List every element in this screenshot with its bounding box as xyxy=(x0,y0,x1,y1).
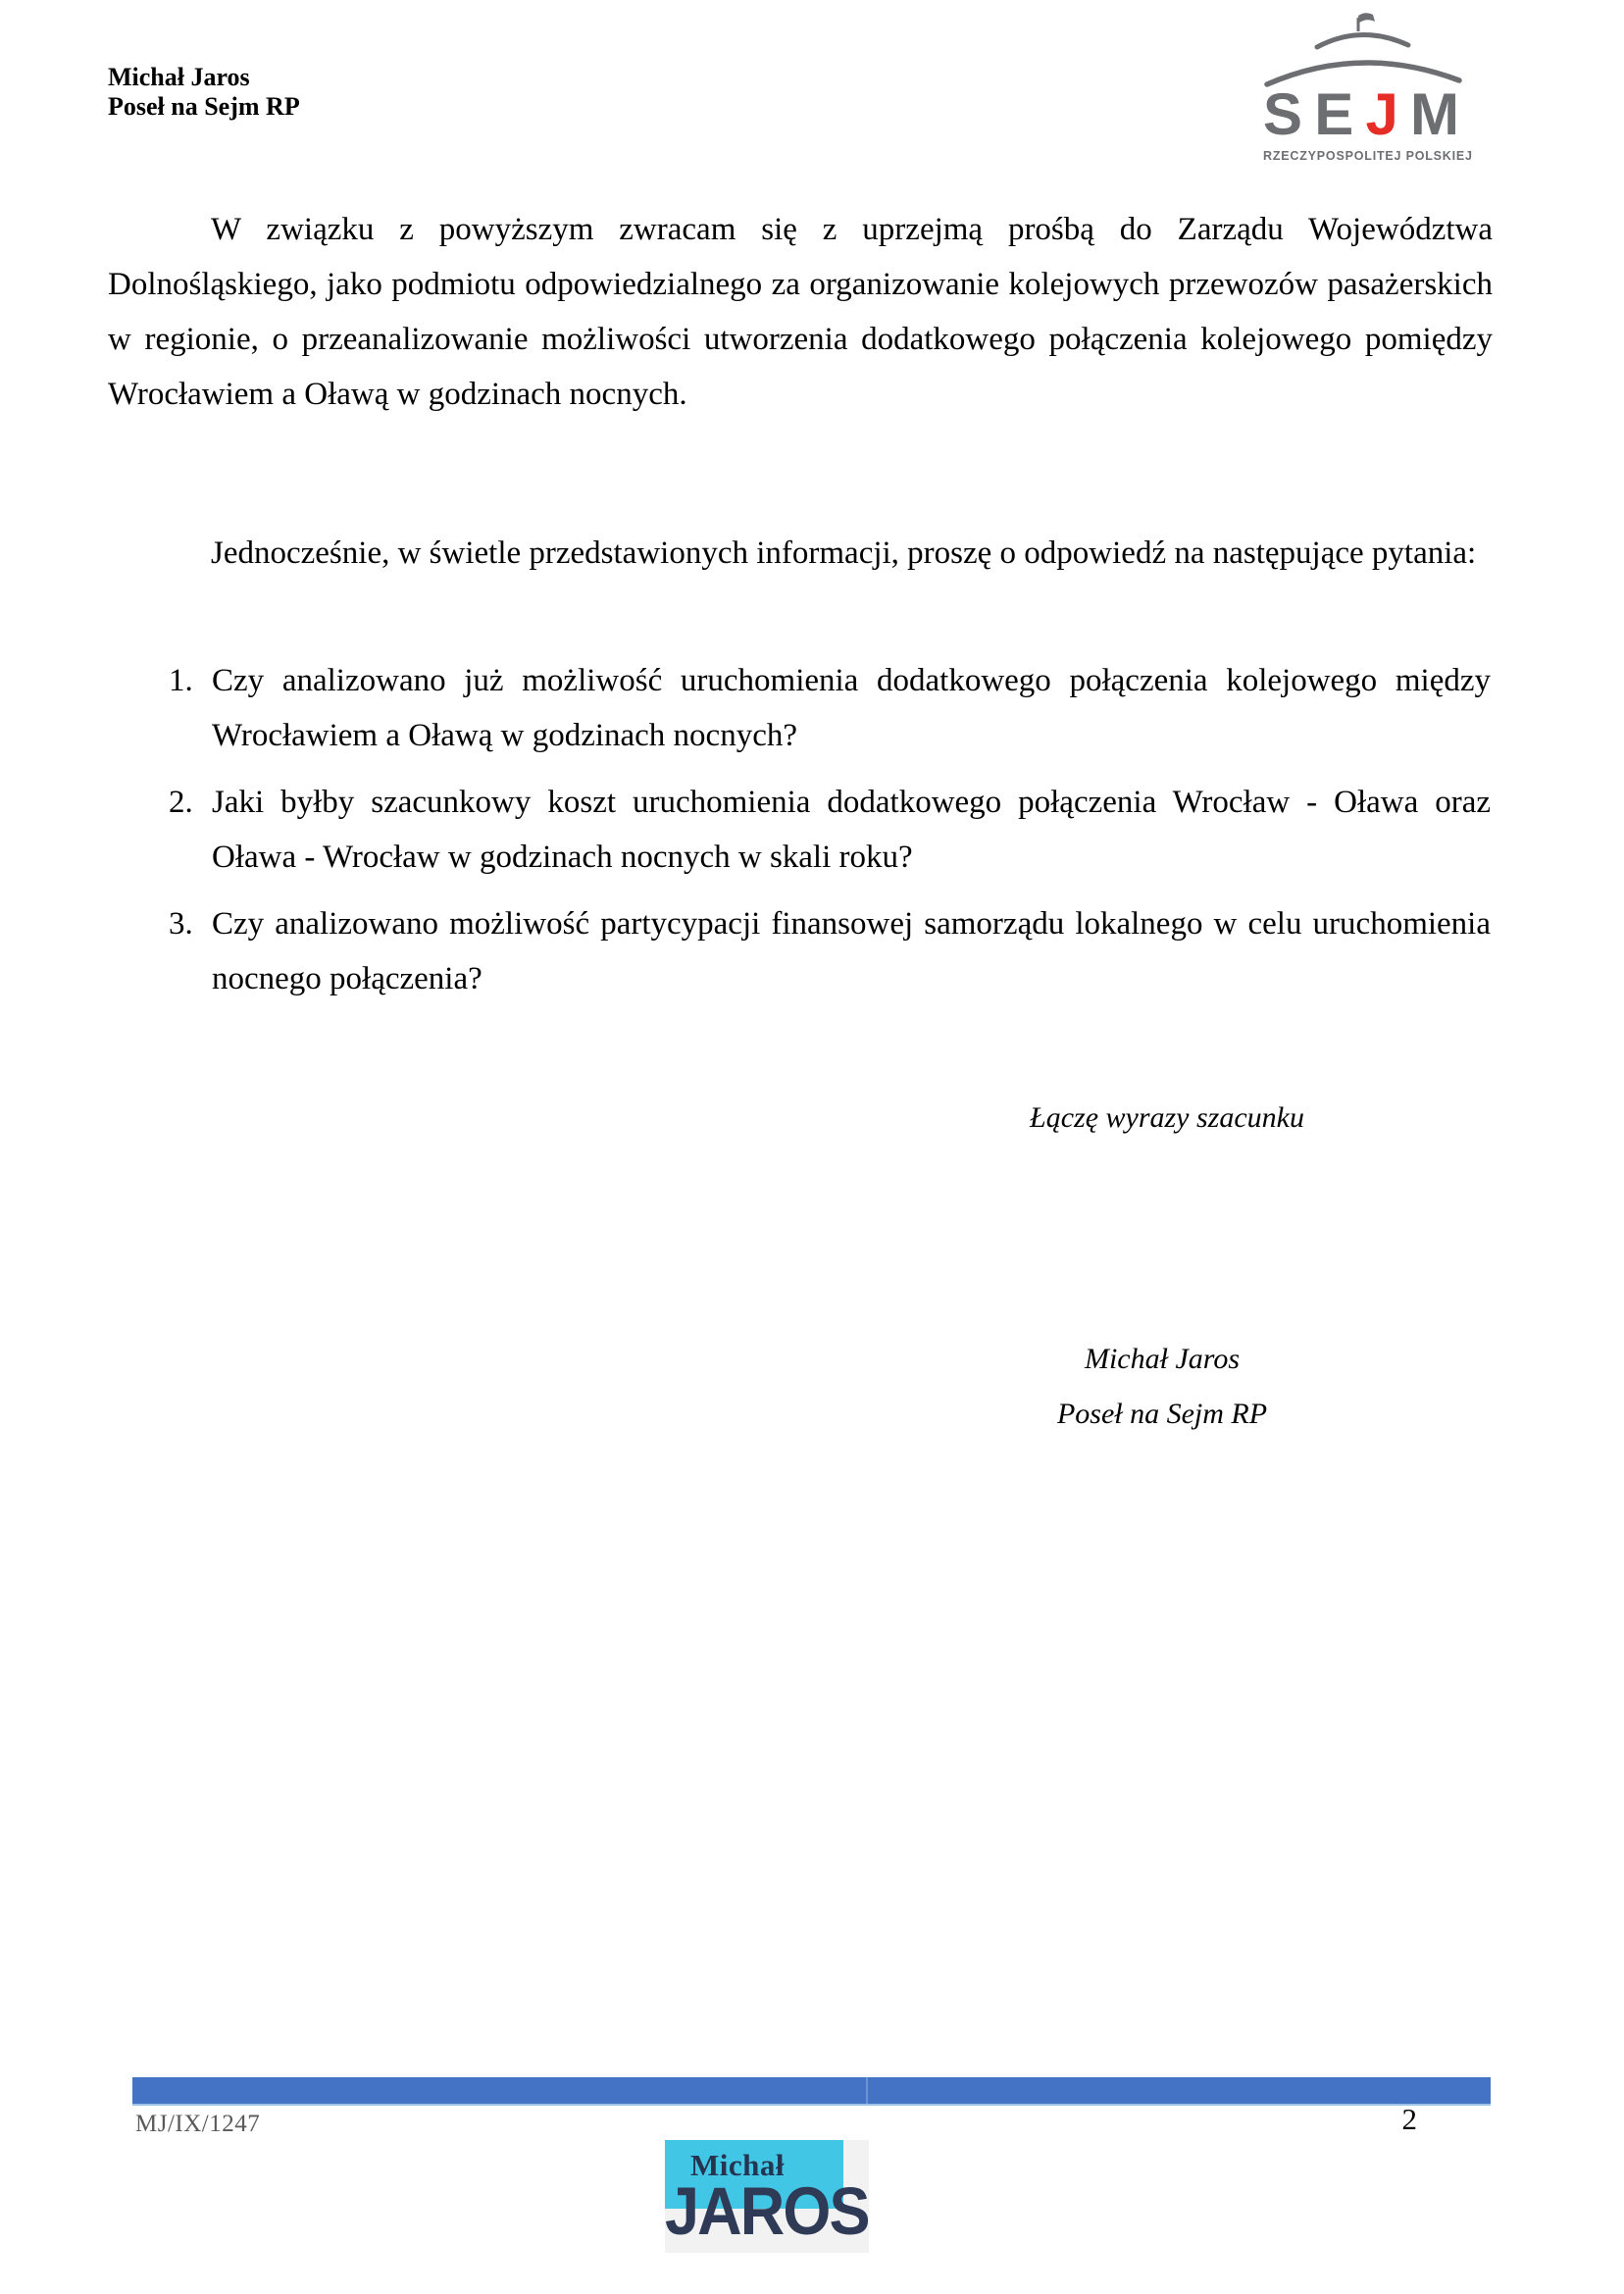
question-text: Czy analizowano już możliwość uruchomienia dodatkowego połączenia kolejowego między Wrocławiem a Oławą w godzinach nocnych? xyxy=(212,663,1491,753)
question-text: Jaki byłby szacunkowy koszt uruchomienia dodatkowego połączenia Wrocław - Oława oraz Oława - Wrocław w godzinach nocnych w skali roku? xyxy=(212,785,1491,875)
sejm-letter-m: M xyxy=(1410,81,1459,147)
paragraph-request: W związku z powyższym zwracam się z uprzejmą prośbą do Zarządu Województwa Dolnośląskiego, jako podmiotu odpowiedzialnego za organizowanie kolejowych przewozów pasażerskich w regionie, o przeanalizowanie możliwości utworzenia dodatkowego połączenia kolejowego pomiędzy Wrocławiem a Oławą w godzinach nocnych. xyxy=(108,212,1493,412)
sejm-wordmark xyxy=(1263,81,1459,147)
sejm-subtitle: RZECZYPOSPOLITEJ POLSKIEJ xyxy=(1263,149,1473,163)
page-number: 2 xyxy=(1401,2102,1417,2136)
sender-name: Michał Jaros xyxy=(108,63,250,91)
question-item xyxy=(169,775,1491,885)
sejm-letter-e: E xyxy=(1314,81,1354,147)
question-list xyxy=(169,653,1491,1018)
sejm-letter-s: S xyxy=(1263,81,1303,147)
signature-name: Michał Jaros xyxy=(1084,1343,1241,1375)
sender-block xyxy=(108,63,300,122)
sejm-logo xyxy=(1263,10,1471,169)
jaros-logo-firstname: Michał xyxy=(690,2148,785,2182)
closing-phrase: Łączę wyrazy szacunku xyxy=(1030,1101,1304,1134)
question-item xyxy=(169,653,1491,763)
question-number: 2. xyxy=(169,785,193,820)
sender-title: Poseł na Sejm RP xyxy=(108,92,300,121)
paragraph-questions-intro: Jednocześnie, w świetle przedstawionych informacji, proszę o odpowiedź na następujące pytania: xyxy=(211,535,1477,571)
jaros-logo-surname: JAROS xyxy=(665,2174,869,2250)
document-reference: MJ/IX/1247 xyxy=(135,2111,261,2137)
signature-title: Poseł na Sejm RP xyxy=(1056,1398,1268,1430)
question-number: 3. xyxy=(169,906,193,942)
footer-bar xyxy=(132,2077,1491,2106)
question-number: 1. xyxy=(169,663,193,698)
michal-jaros-logo xyxy=(665,2140,869,2253)
question-item xyxy=(169,896,1491,1006)
question-text: Czy analizowano możliwość partycypacji finansowej samorządu lokalnego w celu uruchomienia nocnego połączenia? xyxy=(212,906,1491,996)
signature-block xyxy=(966,1332,1358,1442)
sejm-letter-j: J xyxy=(1365,81,1398,147)
footer-bar-divider xyxy=(866,2077,868,2104)
